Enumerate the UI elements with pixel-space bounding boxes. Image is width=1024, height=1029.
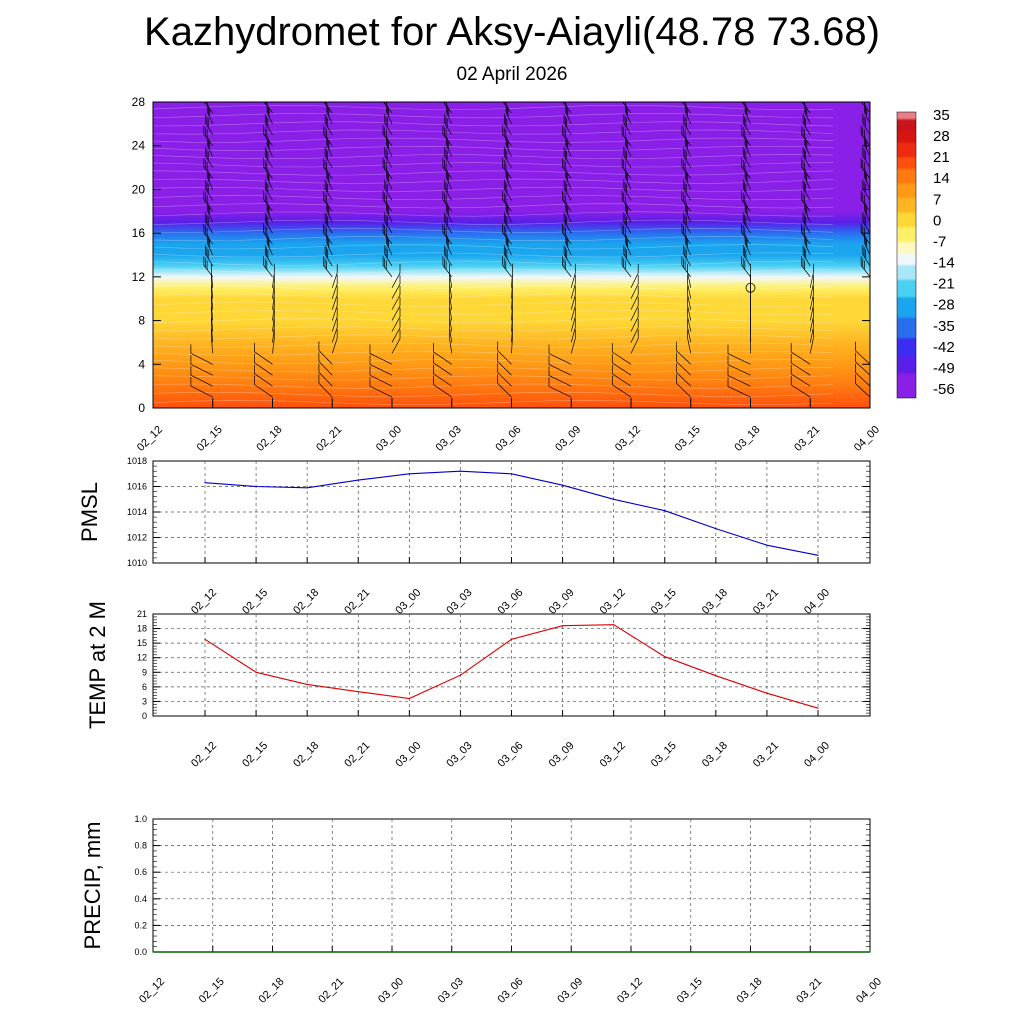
pmsl-point bbox=[358, 480, 359, 481]
x-tick-label: 02_21 bbox=[314, 423, 345, 454]
wind-barb bbox=[148, 201, 153, 222]
y-tick-label: 6 bbox=[141, 681, 147, 692]
x-tick-label: 02_12 bbox=[189, 586, 220, 617]
wind-barb bbox=[149, 275, 154, 299]
precip-point bbox=[391, 951, 392, 952]
y-tick-label: 1012 bbox=[126, 532, 147, 543]
precip-point bbox=[332, 951, 333, 952]
y-axis-title: TEMP at 2 M bbox=[85, 601, 110, 729]
y-tick-label: 9 bbox=[141, 667, 147, 678]
x-tick-label: 03_15 bbox=[672, 423, 703, 454]
colorbar-label: -49 bbox=[933, 359, 955, 377]
colorbar-label: -56 bbox=[933, 381, 955, 398]
x-tick-label: 03_06 bbox=[495, 586, 526, 617]
pmsl-point bbox=[664, 510, 665, 511]
pmsl-point bbox=[766, 545, 767, 546]
x-tick-label: 03_00 bbox=[393, 739, 424, 770]
wind-barb bbox=[870, 297, 876, 321]
x-tick-label: 03_18 bbox=[734, 975, 765, 1006]
temp2m-point bbox=[409, 698, 410, 699]
y-tick-label: 0.4 bbox=[134, 893, 147, 904]
pmsl-point bbox=[204, 482, 205, 483]
y-tick-label: 12 bbox=[131, 269, 145, 284]
wind-barb bbox=[149, 264, 154, 288]
x-tick-label: 02_12 bbox=[134, 423, 166, 454]
wind-barb bbox=[148, 169, 153, 190]
y-tick-label: 24 bbox=[131, 138, 145, 153]
temp2m-point bbox=[613, 624, 614, 625]
x-tick-label: 02_15 bbox=[240, 739, 271, 770]
temp2m-point bbox=[817, 708, 818, 709]
colorbar-ramp bbox=[897, 112, 916, 398]
x-tick-label: 04_00 bbox=[854, 975, 885, 1006]
y-tick-label: 1016 bbox=[126, 481, 147, 492]
colorbar-label: -14 bbox=[933, 254, 955, 272]
y-tick-label: 1018 bbox=[126, 456, 147, 466]
x-tick-label: 03_06 bbox=[495, 739, 526, 770]
x-tick-label: 03_15 bbox=[674, 975, 705, 1006]
colorbar-label: 35 bbox=[933, 107, 950, 124]
precip-point bbox=[272, 951, 273, 952]
wind-barb bbox=[149, 329, 154, 353]
wind-barb bbox=[146, 212, 153, 233]
y-axis-title: PRECIP, mm bbox=[80, 821, 105, 950]
pmsl-point bbox=[460, 471, 461, 472]
x-tick-label: 03_09 bbox=[553, 423, 584, 454]
pmsl-point bbox=[409, 473, 410, 474]
wind-barb bbox=[149, 286, 154, 310]
x-tick-label: 03_00 bbox=[373, 423, 405, 454]
x-tick-label: 02_18 bbox=[291, 586, 322, 617]
x-tick-label: 02_15 bbox=[240, 586, 271, 617]
y-tick-label: 21 bbox=[136, 609, 147, 619]
wind-barb bbox=[146, 180, 153, 201]
wind-barb bbox=[870, 308, 876, 332]
colorbar-label: 0 bbox=[933, 212, 942, 230]
y-tick-label: 0.2 bbox=[134, 920, 147, 931]
colorbar-label: -28 bbox=[933, 296, 955, 314]
x-tick-label: 03_00 bbox=[376, 975, 407, 1006]
wind-barb bbox=[870, 286, 876, 310]
pmsl-point bbox=[562, 485, 563, 486]
precip-point bbox=[630, 951, 631, 952]
temp2m-point bbox=[204, 639, 205, 640]
y-axis-title: PMSL bbox=[77, 482, 102, 542]
precip-point bbox=[571, 951, 572, 952]
x-tick-label: 03_00 bbox=[393, 586, 424, 617]
y-tick-label: 0 bbox=[138, 401, 145, 415]
x-tick-label: 03_15 bbox=[648, 739, 679, 770]
x-tick-label: 04_00 bbox=[802, 739, 833, 770]
chart-subtitle: 02 April 2026 bbox=[456, 64, 568, 85]
wind-barb bbox=[146, 147, 153, 168]
wind-barb bbox=[149, 308, 154, 332]
y-tick-label: 0 bbox=[141, 711, 147, 721]
x-tick-label: 03_21 bbox=[750, 739, 782, 770]
precip-point bbox=[750, 951, 751, 952]
x-tick-label: 02_12 bbox=[189, 739, 220, 770]
precip-point bbox=[212, 951, 213, 952]
x-tick-label: 03_06 bbox=[493, 423, 524, 454]
wind-barb bbox=[144, 224, 153, 245]
colorbar-label: 14 bbox=[933, 170, 950, 188]
x-tick-label: 03_09 bbox=[546, 586, 577, 617]
x-tick-label: 03_18 bbox=[699, 586, 730, 617]
wind-barb bbox=[148, 234, 153, 255]
y-tick-label: 18 bbox=[136, 623, 147, 634]
temp2m-point bbox=[766, 693, 767, 694]
chart-title: Kazhydromet for Aksy-Aiayli(48.78 73.68) bbox=[144, 10, 880, 54]
pmsl-series-line bbox=[205, 471, 818, 555]
x-tick-label: 03_09 bbox=[546, 739, 577, 770]
x-tick-label: 03_12 bbox=[612, 423, 644, 454]
x-tick-label: 03_12 bbox=[615, 975, 646, 1006]
precip-point bbox=[869, 951, 870, 952]
x-tick-label: 03_06 bbox=[495, 975, 526, 1006]
x-tick-label: 03_21 bbox=[792, 423, 823, 454]
temp2m-series-line bbox=[205, 625, 818, 709]
x-tick-label: 03_21 bbox=[750, 586, 782, 617]
pmsl-point bbox=[613, 499, 614, 500]
wind-barb bbox=[144, 191, 153, 212]
colorbar-label: 28 bbox=[933, 128, 950, 146]
x-tick-label: 02_18 bbox=[254, 423, 285, 454]
colorbar-label: -21 bbox=[933, 275, 955, 293]
precip-point bbox=[690, 951, 691, 952]
temp-panel bbox=[85, 601, 870, 770]
wind-barb bbox=[146, 245, 153, 266]
wind-barb bbox=[870, 319, 876, 343]
temp2m-point bbox=[256, 672, 257, 673]
y-tick-label: 16 bbox=[131, 226, 145, 241]
wind-barb bbox=[870, 264, 876, 288]
pmsl-point bbox=[511, 473, 512, 474]
x-tick-label: 03_21 bbox=[794, 975, 825, 1006]
y-tick-label: 0.0 bbox=[134, 947, 147, 957]
wind-barb bbox=[129, 379, 153, 397]
colorbar-label: -7 bbox=[933, 233, 947, 251]
wind-barb bbox=[144, 158, 153, 179]
x-tick-label: 04_00 bbox=[802, 586, 833, 617]
y-tick-label: 0.6 bbox=[134, 867, 147, 878]
wind-barb bbox=[149, 319, 154, 343]
x-tick-label: 03_18 bbox=[699, 739, 730, 770]
temp2m-point bbox=[460, 675, 461, 676]
y-tick-label: 3 bbox=[141, 696, 147, 707]
colorbar-label: -35 bbox=[933, 317, 955, 335]
x-tick-label: 03_03 bbox=[444, 586, 475, 617]
colorbar bbox=[897, 107, 955, 398]
precip-point bbox=[810, 951, 811, 952]
wind-barb bbox=[144, 256, 153, 277]
colorbar-label: -42 bbox=[933, 338, 955, 356]
temp2m-point bbox=[715, 675, 716, 676]
precip-point bbox=[451, 951, 452, 952]
x-tick-label: 03_09 bbox=[555, 975, 586, 1006]
x-tick-label: 02_15 bbox=[196, 975, 227, 1006]
wind-barb bbox=[144, 125, 153, 146]
wind-barb bbox=[146, 114, 153, 135]
x-tick-label: 03_03 bbox=[433, 423, 464, 454]
wind-barb bbox=[144, 92, 153, 113]
y-tick-label: 8 bbox=[138, 313, 145, 328]
temp2m-point bbox=[664, 656, 665, 657]
temp2m-point bbox=[307, 684, 308, 685]
x-tick-label: 02_18 bbox=[291, 739, 322, 770]
colorbar-label: 21 bbox=[933, 149, 950, 167]
y-tick-label: 12 bbox=[136, 652, 147, 663]
y-tick-label: 0.8 bbox=[134, 840, 147, 851]
wind-barb bbox=[870, 275, 876, 299]
y-tick-label: 1010 bbox=[126, 558, 147, 568]
y-tick-label: 20 bbox=[131, 182, 145, 197]
pmsl-point bbox=[307, 487, 308, 488]
x-tick-label: 02_15 bbox=[194, 423, 225, 454]
x-tick-label: 02_21 bbox=[342, 586, 373, 617]
x-tick-label: 02_21 bbox=[342, 739, 373, 770]
y-tick-label: 28 bbox=[131, 95, 145, 109]
profile-panel bbox=[129, 92, 882, 453]
temp2m-point bbox=[562, 625, 563, 626]
wind-barb bbox=[149, 297, 154, 321]
x-tick-label: 03_15 bbox=[648, 586, 679, 617]
temp2m-point bbox=[511, 639, 512, 640]
x-tick-label: 02_21 bbox=[316, 975, 347, 1006]
precip-point bbox=[152, 951, 153, 952]
colorbar-labels bbox=[933, 107, 955, 398]
y-tick-label: 4 bbox=[138, 357, 145, 372]
colorbar-label: 7 bbox=[933, 191, 942, 209]
wind-barb bbox=[148, 136, 153, 157]
y-tick-label: 15 bbox=[136, 638, 147, 649]
precip-panel bbox=[80, 814, 884, 1006]
pmsl-point bbox=[256, 486, 257, 487]
x-tick-label: 04_00 bbox=[851, 423, 883, 454]
x-tick-label: 02_18 bbox=[256, 975, 287, 1006]
x-tick-label: 03_12 bbox=[597, 739, 628, 770]
x-tick-label: 03_18 bbox=[732, 423, 763, 454]
y-tick-label: 1.0 bbox=[134, 814, 147, 824]
x-tick-label: 03_03 bbox=[435, 975, 466, 1006]
wind-barb bbox=[148, 103, 153, 124]
x-tick-label: 03_03 bbox=[444, 739, 475, 770]
temp2m-point bbox=[358, 691, 359, 692]
x-tick-label: 02_12 bbox=[137, 975, 168, 1006]
wind-barb bbox=[870, 330, 876, 354]
pmsl-panel bbox=[77, 456, 870, 617]
precip-point bbox=[511, 951, 512, 952]
y-tick-label: 1014 bbox=[126, 507, 147, 517]
x-tick-label: 03_12 bbox=[597, 586, 628, 617]
pmsl-point bbox=[715, 528, 716, 529]
pmsl-point bbox=[817, 555, 818, 556]
